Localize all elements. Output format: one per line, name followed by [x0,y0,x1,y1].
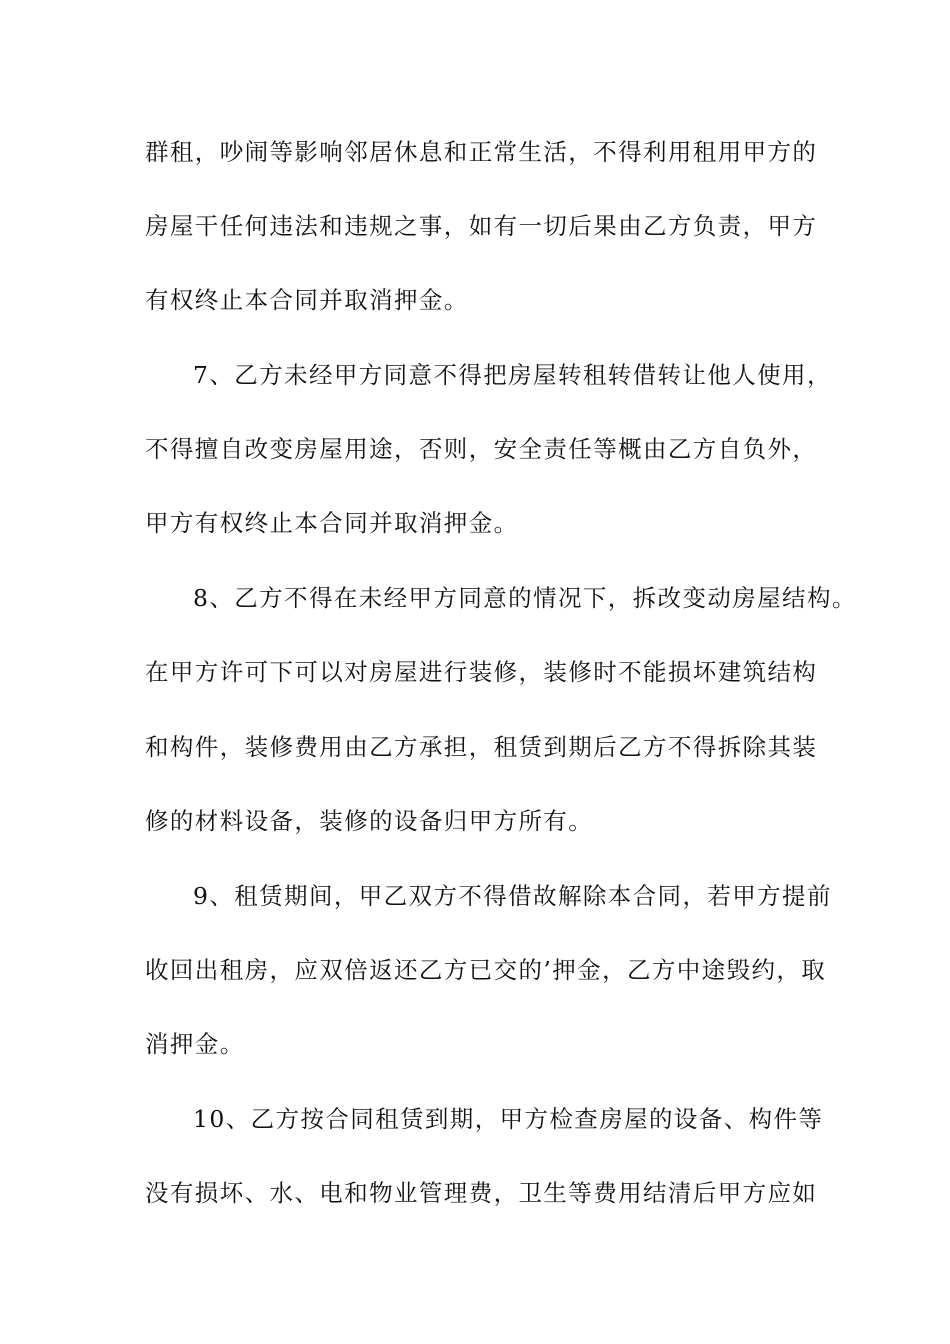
text-line: 和构件，装修费用由乙方承担，租赁到期后乙方不得拆除其装 [145,733,818,761]
text-line: 群租，吵闹等影响邻居休息和正常生活，不得利用租用甲方的 [145,138,818,166]
text-line: 甲方有权终止本合同并取消押金。 [145,509,519,537]
text-line: 收回出租房，应双倍返还乙方已交的’押金，乙方中途毁约，取 [145,956,827,984]
text-line: 房屋干任何违法和违规之事，如有一切后果由乙方负责，甲方 [145,212,818,240]
clause-9-first-line: 9、租赁期间，甲乙双方不得借故解除本合同，若甲方提前 [193,882,832,910]
text-line: 在甲方许可下可以对房屋进行装修，装修时不能损坏建筑结构 [145,658,818,686]
text-line: 不得擅自改变房屋用途，否则，安全责任等概由乙方自负外， [145,435,818,463]
text-line: 修的材料设备，装修的设备归甲方所有。 [145,807,594,835]
clause-10-first-line: 10、乙方按合同租赁到期，甲方检查房屋的设备、构件等 [193,1105,824,1133]
text-line: 有权终止本合同并取消押金。 [145,286,469,314]
text-line: 没有损坏、水、电和物业管理费，卫生等费用结清后甲方应如 [145,1179,818,1207]
text-line: 消押金。 [145,1030,245,1058]
clause-8-first-line: 8、乙方不得在未经甲方同意的情况下，拆改变动房屋结构。 [193,584,857,612]
clause-7-first-line: 7、乙方未经甲方同意不得把房屋转租转借转让他人使用， [193,361,832,389]
